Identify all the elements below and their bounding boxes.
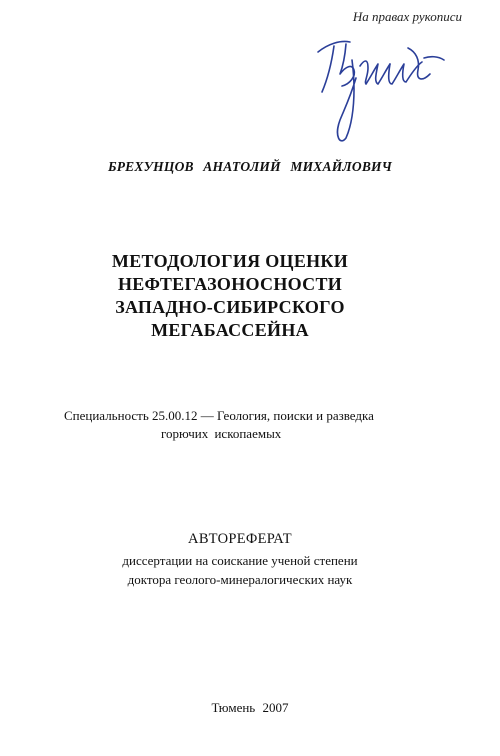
title-line: ЗАПАДНО-СИБИРСКОГО	[115, 297, 345, 317]
place-and-year: Тюмень 2007	[211, 700, 289, 715]
handwritten-signature	[312, 30, 452, 148]
title-line: МЕГАБАССЕЙНА	[151, 320, 309, 340]
title-line: НЕФТЕГАЗОНОСНОСТИ	[117, 274, 343, 294]
abstract-line: диссертации на соискание ученой степени	[122, 553, 358, 568]
title-line: МЕТОДОЛОГИЯ ОЦЕНКИ	[111, 251, 349, 271]
author-name: БРЕХУНЦОВ АНАТОЛИЙ МИХАЙЛОВИЧ	[107, 159, 393, 174]
specialty-block	[64, 407, 374, 443]
rights-note: На правах рукописи	[352, 9, 462, 24]
abstract-heading: АВТОРЕФЕРАТ	[188, 531, 292, 547]
document-title	[80, 250, 380, 342]
specialty-line: горючих ископаемых	[161, 426, 282, 441]
specialty-line: Специальность 25.00.12 — Геология, поиски и разведка	[64, 408, 374, 423]
abstract-line: доктора геолого-минералогических наук	[127, 572, 353, 587]
abstract-block	[90, 530, 390, 589]
